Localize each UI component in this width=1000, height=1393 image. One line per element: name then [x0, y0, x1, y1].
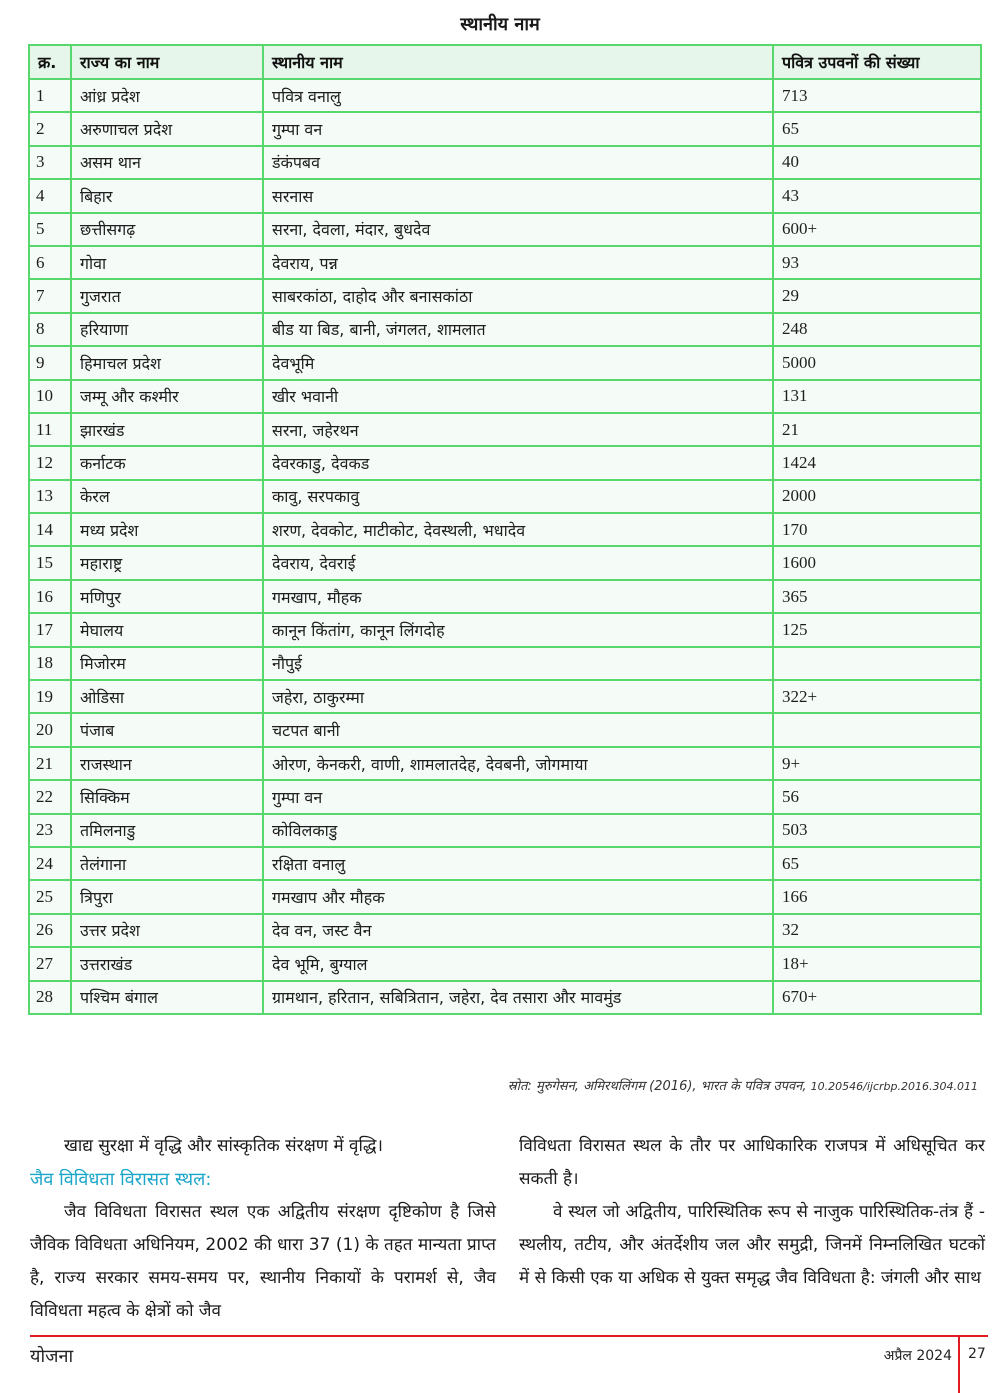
table-row — [29, 814, 981, 847]
footer-rule — [30, 1335, 988, 1337]
cell-local-name: ग्रामथान, हरितान, सबित्रितान, जहेरा, देव तसारा और मावमुंड — [263, 981, 773, 1014]
cell-local-name: सरना, जहेरथन — [263, 413, 773, 446]
cell-serial: 23 — [29, 814, 71, 847]
table-row — [29, 246, 981, 279]
cell-local-name: सरना, देवला, मंदार, बुधदेव — [263, 213, 773, 246]
cell-state: गुजरात — [71, 279, 263, 312]
table-row — [29, 213, 981, 246]
table-row — [29, 480, 981, 513]
cell-serial: 16 — [29, 580, 71, 613]
cell-serial: 27 — [29, 947, 71, 980]
cell-grove-count: 5000 — [773, 346, 981, 379]
table-row — [29, 146, 981, 179]
cell-serial: 3 — [29, 146, 71, 179]
table-row — [29, 313, 981, 346]
cell-serial: 7 — [29, 279, 71, 312]
cell-state: मणिपुर — [71, 580, 263, 613]
cell-state: मेघालय — [71, 613, 263, 646]
cell-serial: 17 — [29, 613, 71, 646]
cell-state: महाराष्ट्र — [71, 546, 263, 579]
cell-grove-count: 1424 — [773, 446, 981, 479]
cell-state: उत्तर प्रदेश — [71, 914, 263, 947]
issue-date: अप्रैल 2024 — [883, 1348, 952, 1364]
cell-local-name: रक्षिता वनालु — [263, 847, 773, 880]
table-header-row — [29, 45, 981, 79]
cell-grove-count: 21 — [773, 413, 981, 446]
cell-state: बिहार — [71, 179, 263, 212]
header-state: राज्य का नाम — [71, 45, 263, 79]
table-row — [29, 847, 981, 880]
cell-grove-count: 43 — [773, 179, 981, 212]
paragraph: वे स्थल जो अद्वितीय, पारिस्थितिक रूप से नाजुक पारिस्थितिक-तंत्र हैं - स्थलीय, तटीय, और अंतर्देशीय जल और समुद्री, जिनमें निम्नलिखित घटकों में से किसी एक या अधिक से युक्त समृद्ध जैव विविधता है: जंगली और साथ — [519, 1202, 985, 1288]
cell-serial: 1 — [29, 79, 71, 112]
cell-state: तेलंगाना — [71, 847, 263, 880]
cell-grove-count: 248 — [773, 313, 981, 346]
source-text: स्रोत: मुरुगेसन, अमिरथलिंगम (2016), भारत के पवित्र उपवन, — [507, 1079, 807, 1094]
cell-state: हरियाणा — [71, 313, 263, 346]
cell-serial: 5 — [29, 213, 71, 246]
table-row — [29, 546, 981, 579]
cell-serial: 24 — [29, 847, 71, 880]
page-number: 27 — [968, 1346, 986, 1362]
cell-grove-count — [773, 713, 981, 746]
table-row — [29, 647, 981, 680]
cell-state: ओडिसा — [71, 680, 263, 713]
cell-local-name: देव वन, जस्ट वैन — [263, 914, 773, 947]
header-serial: क्र. — [29, 45, 71, 79]
cell-serial: 15 — [29, 546, 71, 579]
table-row — [29, 613, 981, 646]
table-row — [29, 79, 981, 112]
table-title: स्थानीय नाम — [460, 14, 540, 35]
cell-grove-count: 322+ — [773, 680, 981, 713]
cell-grove-count: 503 — [773, 814, 981, 847]
cell-local-name: देवरकाडु, देवकड — [263, 446, 773, 479]
cell-state: त्रिपुरा — [71, 880, 263, 913]
cell-state: कर्नाटक — [71, 446, 263, 479]
cell-local-name: चटपत बानी — [263, 713, 773, 746]
cell-state: झारखंड — [71, 413, 263, 446]
table-row — [29, 747, 981, 780]
table-row — [29, 713, 981, 746]
cell-state: उत्तराखंड — [71, 947, 263, 980]
paragraph: जैव विविधता विरासत स्थल एक अद्वितीय संरक्षण दृष्टिकोण है जिसे जैविक विविधता अधिनियम, 2002 की धारा 37 (1) के तहत मान्यता प्राप्त है, राज्य सरकार समय-समय पर, स्थानीय निकायों के परामर्श से, जैव विविधता महत्व के क्षेत्रों को जैव — [30, 1202, 496, 1321]
table-row — [29, 880, 981, 913]
cell-local-name: कानून किंतांग, कानून लिंगदोह — [263, 613, 773, 646]
cell-state: तमिलनाडु — [71, 814, 263, 847]
cell-grove-count: 670+ — [773, 981, 981, 1014]
cell-grove-count: 600+ — [773, 213, 981, 246]
header-grove-count: पवित्र उपवनों की संख्या — [773, 45, 981, 79]
table-row — [29, 179, 981, 212]
cell-grove-count: 365 — [773, 580, 981, 613]
cell-grove-count: 2000 — [773, 480, 981, 513]
cell-serial: 13 — [29, 480, 71, 513]
cell-grove-count: 166 — [773, 880, 981, 913]
cell-state: मध्य प्रदेश — [71, 513, 263, 546]
cell-serial: 9 — [29, 346, 71, 379]
cell-state: सिक्किम — [71, 780, 263, 813]
cell-grove-count: 18+ — [773, 947, 981, 980]
table-row — [29, 947, 981, 980]
cell-grove-count: 713 — [773, 79, 981, 112]
table-body — [29, 79, 981, 1014]
cell-grove-count: 56 — [773, 780, 981, 813]
source-doi: 10.20546/ijcrbp.2016.304.011 — [810, 1080, 978, 1093]
cell-state: पंजाब — [71, 713, 263, 746]
cell-serial: 19 — [29, 680, 71, 713]
cell-state: गोवा — [71, 246, 263, 279]
cell-serial: 28 — [29, 981, 71, 1014]
table-row — [29, 346, 981, 379]
cell-grove-count: 131 — [773, 380, 981, 413]
cell-grove-count: 32 — [773, 914, 981, 947]
cell-serial: 26 — [29, 914, 71, 947]
table-row — [29, 914, 981, 947]
cell-serial: 18 — [29, 647, 71, 680]
cell-local-name: गमखाप और मौहक — [263, 880, 773, 913]
cell-local-name: ओरण, केनकरी, वाणी, शामलातदेह, देवबनी, जोगमाया — [263, 747, 773, 780]
cell-grove-count: 93 — [773, 246, 981, 279]
table-row — [29, 680, 981, 713]
cell-serial: 14 — [29, 513, 71, 546]
table-row — [29, 112, 981, 145]
cell-state: छत्तीसगढ़ — [71, 213, 263, 246]
cell-state: जम्मू और कश्मीर — [71, 380, 263, 413]
cell-local-name: खीर भवानी — [263, 380, 773, 413]
cell-serial: 20 — [29, 713, 71, 746]
cell-serial: 6 — [29, 246, 71, 279]
cell-serial: 25 — [29, 880, 71, 913]
paragraph: खाद्य सुरक्षा में वृद्धि और सांस्कृतिक संरक्षण में वृद्धि। — [64, 1136, 383, 1156]
cell-grove-count: 125 — [773, 613, 981, 646]
section-heading: जैव विविधता विरासत स्थल: — [30, 1169, 212, 1190]
magazine-name: योजना — [30, 1346, 74, 1367]
cell-grove-count: 170 — [773, 513, 981, 546]
cell-grove-count: 9+ — [773, 747, 981, 780]
table-row — [29, 513, 981, 546]
footer-divider — [958, 1335, 960, 1393]
table-row — [29, 580, 981, 613]
cell-local-name: देवराय, देवराई — [263, 546, 773, 579]
cell-local-name: जहेरा, ठाकुरम्मा — [263, 680, 773, 713]
cell-grove-count: 65 — [773, 847, 981, 880]
cell-state: राजस्थान — [71, 747, 263, 780]
cell-serial: 22 — [29, 780, 71, 813]
cell-state: आंध्र प्रदेश — [71, 79, 263, 112]
cell-local-name: देवराय, पन्न — [263, 246, 773, 279]
cell-local-name: देव भूमि, बुग्याल — [263, 947, 773, 980]
table-row — [29, 780, 981, 813]
cell-local-name: डंकंपबव — [263, 146, 773, 179]
cell-state: अरुणाचल प्रदेश — [71, 112, 263, 145]
header-local-name: स्थानीय नाम — [263, 45, 773, 79]
cell-local-name: कावु, सरपकावु — [263, 480, 773, 513]
cell-grove-count: 40 — [773, 146, 981, 179]
cell-serial: 11 — [29, 413, 71, 446]
cell-local-name: बीड या बिड, बानी, जंगलत, शामलात — [263, 313, 773, 346]
cell-state: असम थान — [71, 146, 263, 179]
table-row — [29, 446, 981, 479]
cell-local-name: साबरकांठा, दाहोद और बनासकांठा — [263, 279, 773, 312]
cell-state: मिजोरम — [71, 647, 263, 680]
cell-grove-count — [773, 647, 981, 680]
cell-local-name: देवभूमि — [263, 346, 773, 379]
cell-local-name: शरण, देवकोट, माटीकोट, देवस्थली, भधादेव — [263, 513, 773, 546]
cell-grove-count: 29 — [773, 279, 981, 312]
cell-state: हिमाचल प्रदेश — [71, 346, 263, 379]
cell-state: पश्चिम बंगाल — [71, 981, 263, 1014]
cell-local-name: गुम्पा वन — [263, 112, 773, 145]
cell-serial: 10 — [29, 380, 71, 413]
cell-serial: 12 — [29, 446, 71, 479]
table-row — [29, 413, 981, 446]
cell-grove-count: 1600 — [773, 546, 981, 579]
table-row — [29, 981, 981, 1014]
body-column-left — [30, 1130, 496, 1328]
cell-serial: 21 — [29, 747, 71, 780]
cell-grove-count: 65 — [773, 112, 981, 145]
source-citation — [508, 1076, 978, 1094]
paragraph: विविधता विरासत स्थल के तौर पर आधिकारिक राजपत्र में अधिसूचित कर सकती है। — [519, 1136, 985, 1189]
cell-serial: 8 — [29, 313, 71, 346]
cell-state: केरल — [71, 480, 263, 513]
cell-local-name: पवित्र वनालु — [263, 79, 773, 112]
cell-local-name: कोविलकाडु — [263, 814, 773, 847]
cell-serial: 4 — [29, 179, 71, 212]
table-row — [29, 380, 981, 413]
cell-local-name: नौपुई — [263, 647, 773, 680]
cell-local-name: सरनास — [263, 179, 773, 212]
sacred-groves-table — [28, 44, 982, 1015]
cell-serial: 2 — [29, 112, 71, 145]
cell-local-name: गमखाप, मौहक — [263, 580, 773, 613]
table-row — [29, 279, 981, 312]
body-column-right — [519, 1130, 985, 1295]
cell-local-name: गुम्पा वन — [263, 780, 773, 813]
